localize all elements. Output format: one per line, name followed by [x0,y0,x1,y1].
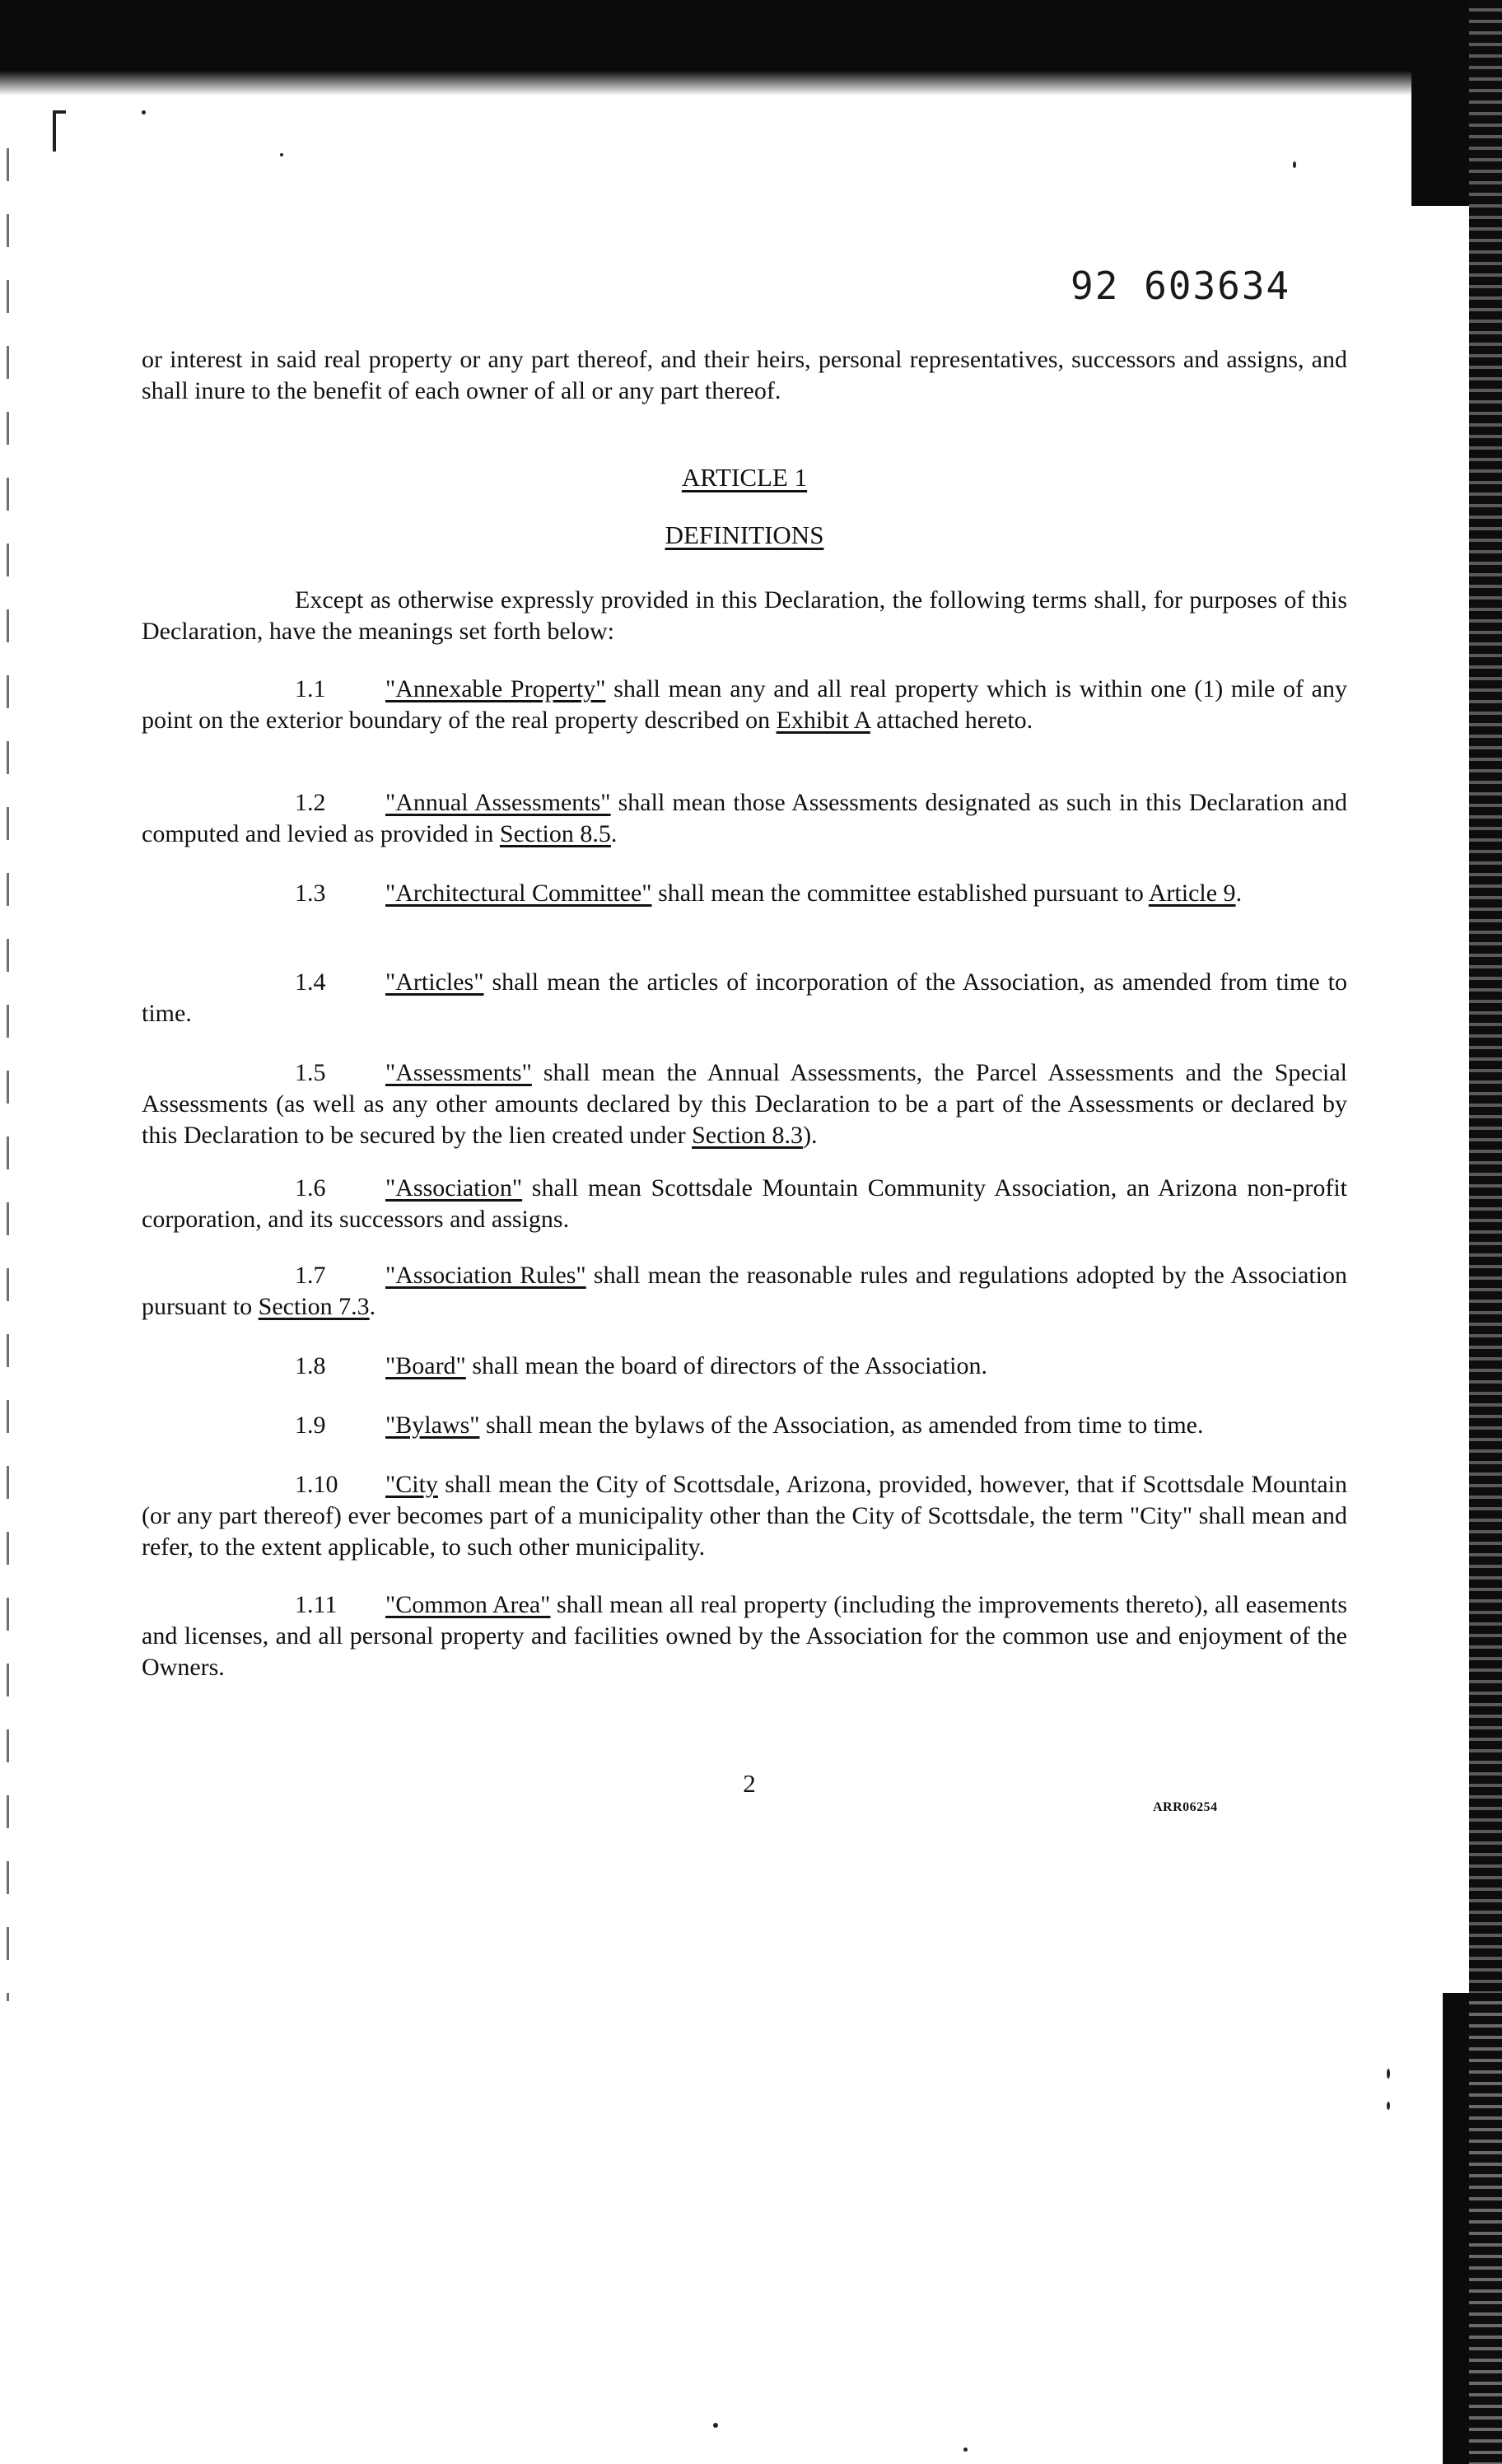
scan-speck [963,2448,968,2452]
definition-number: 1.4 [295,968,326,996]
scan-speck [1387,2102,1390,2110]
definition-text-end: . [1235,880,1243,907]
article-subtitle: DEFINITIONS [665,520,824,549]
definition-item [142,1173,1347,1235]
definition-text: shall mean the reasonable rules and regulations adopted by the Association pursuant to [142,1262,1347,1320]
scan-speck [280,153,283,156]
definition-number: 1.2 [295,789,326,816]
definition-item [142,787,1347,850]
definition-text: shall mean Scottsdale Mountain Community Association, an Arizona non-profit corporation, and its successors and assigns. [142,1174,1347,1233]
definition-text-end: . [610,820,618,847]
definition-number: 1.11 [295,1591,338,1618]
definition-reference: Article 9 [1148,880,1236,907]
definition-reference: Section 7.3 [258,1293,370,1320]
definition-item [142,1589,1347,1683]
definition-text: shall mean any and all real property which is within one (1) mile of any point on the exterior boundary of the real property described on [142,675,1347,734]
definition-text: shall mean those Assessments designated as such in this Declaration and computed and levied as provided in [142,789,1348,847]
definition-number: 1.8 [295,1352,326,1379]
definition-term: "Articles" [385,968,484,996]
definitions-lead: Except as otherwise expressly provided in this Declaration, the following terms shall, for purposes of this Declaration, have the meanings set forth below: [142,586,1347,645]
definition-number: 1.5 [295,1059,326,1086]
definition-term: "Common Area" [385,1591,551,1618]
definition-term: "Architectural Committee" [385,880,652,907]
definition-term: "Association" [385,1174,523,1202]
definition-text: shall mean the Annual Assessments, the Parcel Assessments and the Special Assessments (as well as any other amounts declared by this Declaration to be a part of the Assessments or declared by this Declaration to be secured by the lien created under [142,1059,1347,1149]
definition-term: "City [385,1471,438,1498]
scan-speck [1387,2069,1390,2079]
definition-item [142,967,1347,1029]
definition-reference: Section 8.3 [692,1122,804,1149]
definition-text: shall mean all real property (including the improvements thereto), all easements and licenses, and all personal property and facilities owned by the Association for the common use and enjoyment of the Owners. [142,1591,1347,1681]
definition-number: 1.7 [295,1262,326,1289]
scan-top-border [0,0,1502,79]
scan-top-shadow [0,71,1502,96]
document-number: 92 603634 [1071,264,1291,308]
definition-text: shall mean the City of Scottsdale, Arizona, provided, however, that if Scottsdale Mountain (or any part thereof) ever becomes part of a municipality other than the City of Scottsdale, the term "City" shall mean and refer, to the extent applicable, to such other municipality. [142,1471,1347,1561]
definition-item [142,1410,1347,1441]
definition-number: 1.1 [295,675,326,702]
definition-text: shall mean the articles of incorporation of the Association, as amended from time to time. [142,968,1347,1027]
definition-term: "Board" [385,1352,466,1379]
definition-item [142,1057,1347,1151]
bates-reference-code: ARR06254 [1153,1800,1218,1814]
definition-text: shall mean the committee established pursuant to [651,880,1149,907]
intro-paragraph: or interest in said real property or any part thereof, and their heirs, personal representatives, successors and assigns, and shall inure to the benefit of each owner of all or any part thereof. [142,346,1347,404]
definition-item [142,1351,1347,1382]
scan-speck [142,110,146,114]
scan-right-lower-border [1469,1993,1502,2464]
definition-number: 1.10 [295,1471,338,1498]
definition-text-end: . [369,1293,376,1320]
definition-term: "Association Rules" [385,1262,586,1289]
definition-reference: Exhibit A [776,707,870,734]
definition-text: shall mean the board of directors of the Association. [465,1352,987,1379]
definition-number: 1.9 [295,1412,326,1439]
definition-text-end: attached hereto. [870,707,1033,734]
scan-left-edge [7,148,9,2001]
definition-term: "Bylaws" [385,1412,480,1439]
definition-item [142,1260,1347,1323]
crop-corner-mark [53,110,56,152]
page-number: 2 [743,1769,756,1798]
definition-item [142,878,1347,909]
definition-number: 1.6 [295,1174,326,1202]
definition-term: "Assessments" [385,1059,532,1086]
definition-term: "Annexable Property" [385,675,606,702]
definition-number: 1.3 [295,880,326,907]
definition-reference: Section 8.5 [499,820,611,847]
definition-term: "Annual Assessments" [385,789,611,816]
definition-text-end: ). [803,1122,818,1149]
scan-speck [713,2423,718,2428]
scan-speck [1293,161,1296,168]
article-title: ARTICLE 1 [681,463,808,492]
definition-item [142,674,1347,736]
definition-item [142,1469,1347,1563]
definition-text: shall mean the bylaws of the Association, as amended from time to time. [479,1412,1204,1439]
